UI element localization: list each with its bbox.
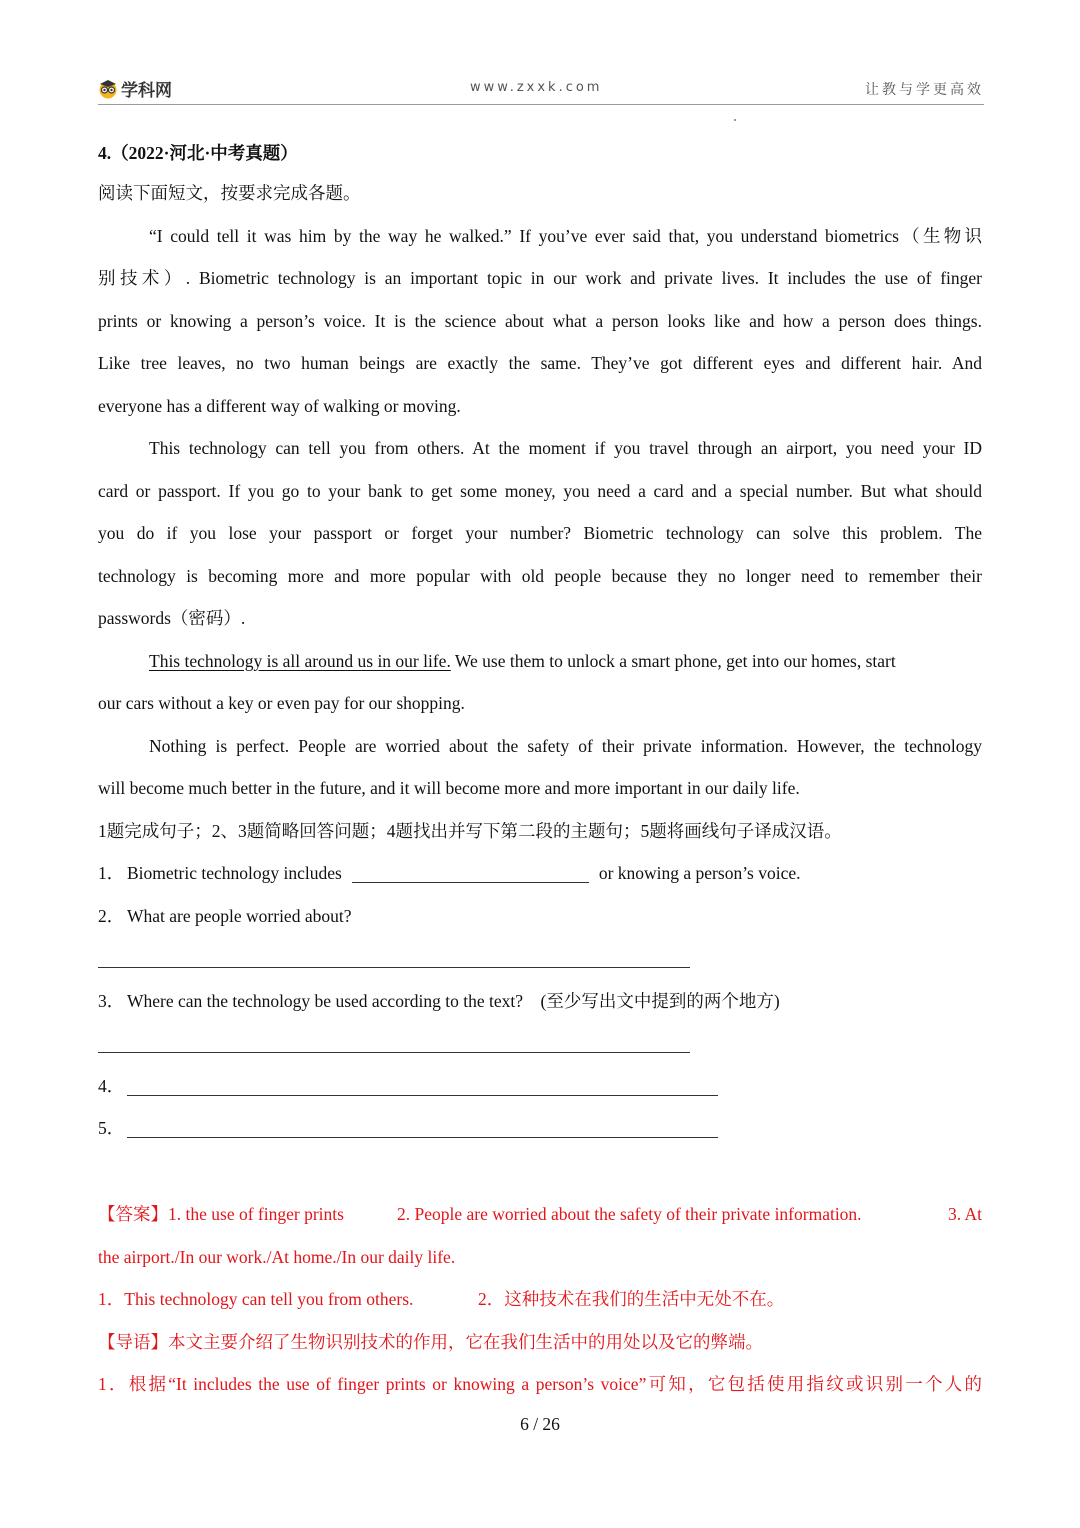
site-url[interactable]: www.zxxk.com: [470, 80, 603, 95]
answer-text: 2．这种技术在我们的生活中无处不在。: [478, 1289, 785, 1309]
answer-text: 3. At: [947, 1204, 982, 1224]
answer-blank[interactable]: [352, 864, 589, 883]
underlined-sentence: This technology is all around us in our life.: [149, 650, 451, 671]
guide-label: 【导语】: [98, 1331, 168, 1352]
question-title: 4.（2022·河北·中考真题）: [98, 143, 298, 163]
header-slogan: 让教与学更高效: [865, 82, 984, 98]
answer-text: 2. People are worried about the safety of their private information.: [397, 1204, 862, 1224]
logo-text: 学科网: [121, 81, 172, 101]
answer-line: the airport./In our work./At home./In our daily life.: [98, 1246, 456, 1267]
explanation-line: 1．根据“It includes the use of finger prints or knowing a person’s voice”可知，它包括使用指纹或识别一个人的: [98, 1374, 982, 1394]
passage-line: “I could tell it was him by the way he walked.” If you’ve ever said that, you understand biometrics（生物识: [149, 225, 982, 246]
item-5: [98, 1107, 982, 1150]
item-text: What are people worried about?: [127, 905, 352, 926]
item-number: 3．: [98, 990, 125, 1011]
passage-line: our cars without a key or even pay for our shopping.: [98, 693, 465, 713]
passage-line: technology is becoming more and more popular with old people because they no longer need to remember their: [98, 565, 982, 586]
answer-text: 1．This technology can tell you from others.: [98, 1289, 414, 1309]
answer-line-q2[interactable]: [98, 967, 690, 968]
item-number: 1．: [98, 863, 125, 883]
passage-line: This technology can tell you from others. At the moment if you travel through an airport, you need your ID: [149, 438, 982, 458]
answer-line: [98, 1278, 982, 1321]
passage-line: Like tree leaves, no two human beings are exactly the same. They’ve got different eyes and different hair. And: [98, 353, 982, 373]
site-logo: [98, 76, 172, 101]
answer-line-q3[interactable]: [98, 1052, 690, 1053]
page-number: 6 / 26: [520, 1414, 560, 1434]
passage-text: We use them to unlock a smart phone, get into our homes, start: [450, 650, 896, 671]
scan-dot: [734, 119, 736, 121]
item-3: [98, 980, 982, 1023]
answer-label: 【答案】: [98, 1204, 168, 1224]
answer-line-q4[interactable]: [127, 1095, 718, 1096]
answer-line: [98, 1193, 982, 1236]
answer-line-q5[interactable]: [127, 1137, 718, 1138]
passage-line: card or passport. If you go to your bank to get some money, you need a card and a special number. But what should: [98, 480, 982, 501]
passage-line: you do if you lose your passport or forget your number? Biometric technology can solve this problem. The: [98, 523, 982, 543]
item-number: 5．: [98, 1118, 125, 1138]
item-number: 2．: [98, 905, 125, 926]
item-1: [98, 852, 982, 895]
guide-line: [98, 1321, 982, 1364]
owl-logo-icon: [98, 79, 118, 99]
passage-line: passwords（密码）.: [98, 608, 246, 628]
item-2: [98, 895, 982, 938]
answer-text: 1. the use of finger prints: [168, 1204, 344, 1224]
spacer: [98, 937, 982, 980]
item-text: Where can the technology be used according to the text? (至少写出文中提到的两个地方): [127, 990, 780, 1011]
reading-instruction: 阅读下面短文，按要求完成各题。: [98, 183, 361, 203]
guide-text: 本文主要介绍了生物识别技术的作用，它在我们生活中的用处以及它的弊端。: [168, 1331, 763, 1352]
passage-line: everyone has a different way of walking or moving.: [98, 395, 461, 416]
passage-line: Nothing is perfect. People are worried about the safety of their private information. However, the technology: [149, 735, 982, 756]
passage-line: prints or knowing a person’s voice. It is the science about what a person looks like and how a person does things.: [98, 310, 982, 331]
item-text: or knowing a person’s voice.: [598, 863, 801, 883]
passage-line: 别技术）. Biometric technology is an important topic in our work and private lives. It includes the use of finger: [98, 268, 982, 288]
item-4: [98, 1065, 982, 1108]
page-header: [98, 74, 984, 105]
passage-line-underlined: [98, 640, 982, 683]
spacer: [98, 1022, 982, 1065]
answer-section: [98, 1193, 982, 1406]
item-text: Biometric technology includes: [127, 863, 342, 883]
task-instruction: 1题完成句子；2、3题简略回答问题；4题找出并写下第二段的主题句；5题将画线句子译成汉语。: [98, 820, 842, 841]
item-number: 4．: [98, 1075, 125, 1096]
question-content: [98, 134, 982, 1150]
passage-line: will become much better in the future, and it will become more and more important in our daily life.: [98, 778, 800, 798]
